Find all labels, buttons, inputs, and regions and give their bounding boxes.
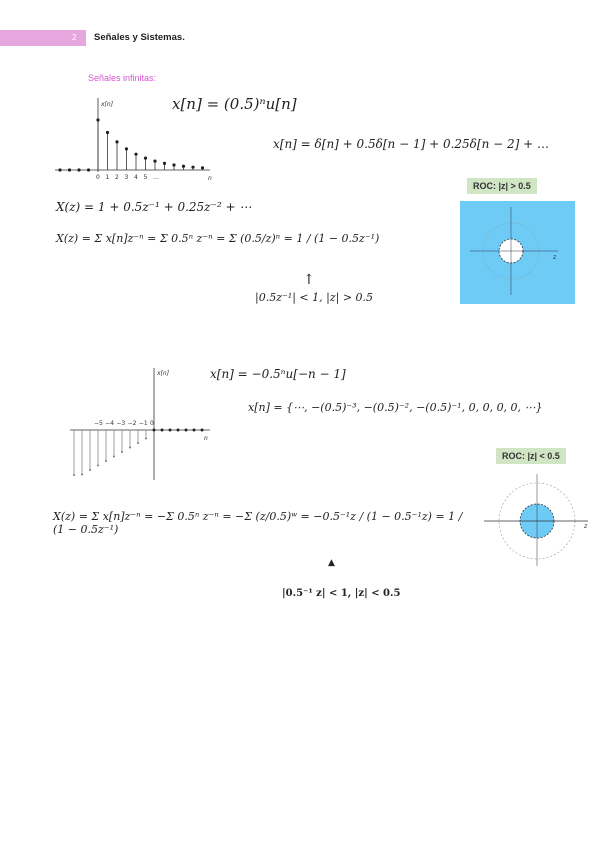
roc-label-1: ROC: |z| > 0.5 xyxy=(467,178,537,194)
roc-condition-2: |0.5⁻¹ z| < 1, |z| < 0.5 xyxy=(282,588,401,599)
stem-point xyxy=(201,166,204,169)
plot2-xlabel: n xyxy=(204,435,208,442)
tick-label: 0 xyxy=(150,420,154,427)
stem-point xyxy=(161,429,164,432)
tick-label: −1 xyxy=(138,420,148,427)
stem-point xyxy=(97,465,99,467)
ztransform-full-2: X(z) = Σ x[n]z⁻ⁿ = −Σ 0.5ⁿ z⁻ⁿ = −Σ (z/0.5)ʷ = −0.5⁻¹z / (1 − 0.5⁻¹z) = 1 / (1 − 0.5z⁻¹) xyxy=(53,510,463,536)
tick-label: −2 xyxy=(127,420,137,427)
stem-point xyxy=(177,429,180,432)
stem-point xyxy=(182,165,185,168)
tick-label: 5 xyxy=(143,174,148,181)
stem-point xyxy=(68,168,71,171)
tick-label: 2 xyxy=(115,174,119,181)
signal-expansion-1: x[n] = δ[n] + 0.5δ[n − 1] + 0.25δ[n − 2] + … xyxy=(273,137,549,151)
tick-label: … xyxy=(153,174,159,181)
plot2-ylabel: x[n] xyxy=(157,370,170,377)
stem-point xyxy=(185,429,188,432)
tick-label: 1 xyxy=(105,174,110,181)
stem-point xyxy=(163,162,166,165)
ztransform-full-1: X(z) = Σ x[n]z⁻ⁿ = Σ 0.5ⁿ z⁻ⁿ = Σ (0.5/z)ⁿ = 1 / (1 − 0.5z⁻¹) xyxy=(56,232,380,245)
arrow-2: ▲ xyxy=(328,558,335,568)
roc-region-2 xyxy=(484,466,594,576)
tick-label: −5 xyxy=(94,420,103,427)
stem-point xyxy=(113,456,115,458)
roc1-axis-label: z xyxy=(553,254,557,261)
tick-label: −4 xyxy=(105,420,115,427)
signal-definition-1: x[n] = (0.5)ⁿu[n] xyxy=(172,95,297,113)
roc2-axis-label: z xyxy=(584,523,588,530)
stem-point xyxy=(77,168,80,171)
plot1-xlabel: n xyxy=(208,175,212,182)
stem-point xyxy=(105,460,107,462)
stem-point xyxy=(121,451,123,453)
section-title: Señales infinitas: xyxy=(88,73,157,83)
stem-point xyxy=(96,118,99,121)
tick-label: 4 xyxy=(134,174,138,181)
stem-point xyxy=(201,429,204,432)
stem-point xyxy=(137,442,139,444)
roc-condition-1: |0.5z⁻¹| < 1, |z| > 0.5 xyxy=(255,291,374,304)
signal-sequence-2: x[n] = {⋯, −(0.5)⁻³, −(0.5)⁻², −(0.5)⁻¹, 0, 0, 0, 0, ⋯} xyxy=(248,401,543,414)
stem-point xyxy=(172,163,175,166)
stem-point xyxy=(145,438,147,440)
tick-label: −3 xyxy=(116,420,126,427)
signal-definition-2: x[n] = −0.5ⁿu[−n − 1] xyxy=(210,367,346,381)
stem-point xyxy=(153,160,156,163)
stem-point xyxy=(58,168,61,171)
stem-point xyxy=(106,131,109,134)
arrow-1: ↑ xyxy=(303,272,315,288)
stem-plot-anticausal xyxy=(70,368,215,480)
stem-point xyxy=(73,474,75,476)
header-title: Señales y Sistemas. xyxy=(94,32,185,43)
stem-point xyxy=(193,429,196,432)
stem-point xyxy=(89,469,91,471)
stem-point xyxy=(169,429,172,432)
stem-point xyxy=(191,166,194,169)
stem-point xyxy=(153,429,156,432)
tick-label: 0 xyxy=(96,174,100,181)
roc-label-2: ROC: |z| < 0.5 xyxy=(496,448,566,464)
ztransform-series-1: X(z) = 1 + 0.5z⁻¹ + 0.25z⁻² + ⋯ xyxy=(56,200,252,214)
stem-point xyxy=(125,147,128,150)
stem-point xyxy=(81,474,83,476)
stem-point xyxy=(87,168,90,171)
page-number: 2 xyxy=(72,33,77,42)
stem-point xyxy=(129,447,131,449)
plot1-ylabel: x[n] xyxy=(101,101,114,108)
stem-point xyxy=(134,153,137,156)
roc-region-1 xyxy=(460,201,575,304)
stem-point xyxy=(144,157,147,160)
tick-label: 3 xyxy=(124,174,129,181)
stem-point xyxy=(115,140,118,143)
